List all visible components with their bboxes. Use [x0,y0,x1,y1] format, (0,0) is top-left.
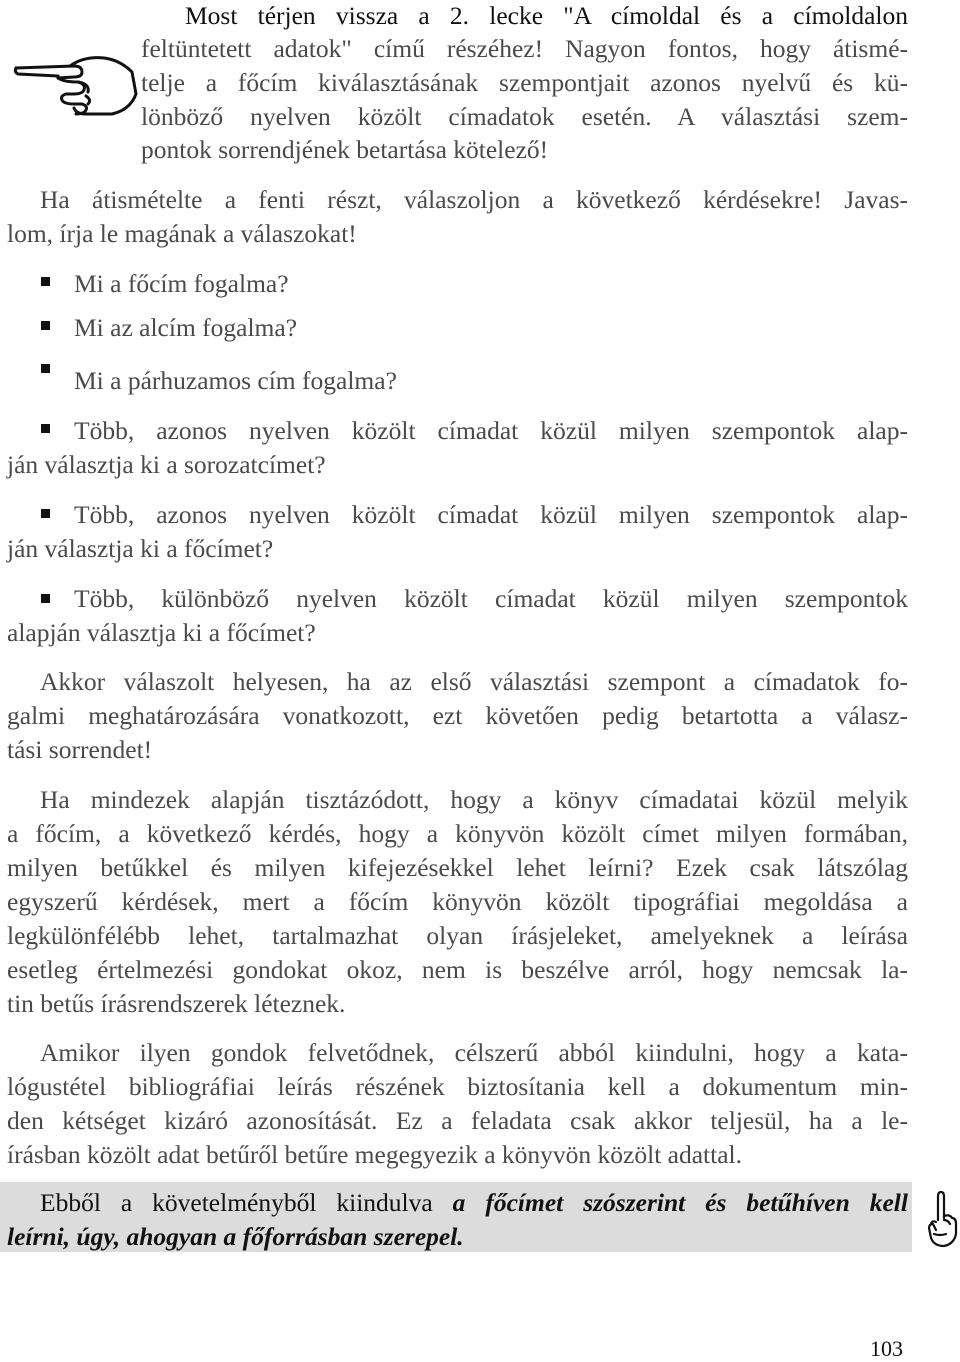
highlight-emphasis: a főcímet szószerint és betűhíven kell [452,1188,908,1217]
body-line: Ha mindezek alapján tisztázódott, hogy a könyv címadatai közül melyik [40,785,908,814]
answer-line: tási sorrendet! [7,735,153,764]
question-item: Mi a párhuzamos cím fogalma? [74,366,397,395]
question-item-cont: ján választja ki a főcímet? [7,534,274,563]
bullet-square [41,277,50,286]
body-line: milyen betűkkel és milyen kifejezésekkel lehet leírni? Ezek csak látszólag [7,853,908,882]
answer-line: Akkor válaszolt helyesen, ha az első választási szempont a címadatok fo- [40,667,908,696]
body-line: esetleg értelmezési gondokat okoz, nem is beszélve arról, hogy nemcsak la- [7,955,908,984]
page-number: 103 [870,1336,903,1361]
questions-intro-line: lom, írja le magának a válaszokat! [7,219,357,248]
highlight-emphasis-line: leírni, úgy, ahogyan a főforrásban szerepel. [7,1222,464,1251]
body-line: egyszerű kérdések, mert a főcím könyvön közölt tipográfiai megoldása a [7,887,908,916]
body-line: den kétséget kizáró azonosítását. Ez a feladata csak akkor teljesül, ha a le- [7,1106,908,1135]
question-item: Több, különböző nyelven közölt címadat közül milyen szempontok [74,584,908,613]
intro-line: feltüntetett adatok" című részéhez! Nagyon fontos, hogy átismé- [141,34,908,63]
question-item-cont: ján választja ki a sorozatcímet? [7,450,326,479]
body-line: legkülönfélébb lehet, tartalmazhat olyan írásjeleket, amelyeknek a leírása [7,921,908,950]
raised-finger-hand-icon [926,1190,960,1248]
question-item-cont: alapján választja ki a főcímet? [7,618,316,647]
highlight-line [40,1187,908,1219]
body-line: tin betűs írásrendszerek léteznek. [7,989,346,1018]
body-line: írásban közölt adat betűről betűre megegyezik a könyvön közölt adattal. [7,1140,742,1169]
question-item: Több, azonos nyelven közölt címadat közül milyen szempontok alap- [74,500,908,529]
bullet-square [41,509,50,518]
questions-intro-line: Ha átismételte a fenti részt, válaszoljon a következő kérdésekre! Javas- [40,185,908,214]
bullet-square [41,364,50,373]
question-item: Több, azonos nyelven közölt címadat közül milyen szempontok alap- [74,416,908,445]
body-line: Amikor ilyen gondok felvetődnek, célszerű abból kiindulni, hogy a kata- [40,1038,908,1067]
bullet-square [41,321,50,330]
body-line: lógustétel bibliográfiai leírás részének biztosítania kell a dokumentum min- [7,1072,908,1101]
question-item: Mi a főcím fogalma? [74,269,289,298]
bullet-square [41,594,50,603]
highlight-plain: Ebből a követelményből kiindulva [40,1188,453,1217]
question-item: Mi az alcím fogalma? [74,313,298,342]
pointing-hand-icon [12,50,142,120]
intro-line: lönböző nyelven közölt címadatok esetén. A választási szem- [141,102,908,131]
bullet-square [41,424,50,433]
body-line: a főcím, a következő kérdés, hogy a könyvön közölt címet milyen formában, [7,819,908,848]
intro-line: pontok sorrendjének betartása kötelező! [141,135,549,164]
intro-line: telje a főcím kiválasztásának szempontjait azonos nyelvű és kü- [141,68,908,97]
intro-line: Most térjen vissza a 2. lecke "A címoldal és a címoldalon [185,1,908,30]
answer-line: galmi meghatározására vonatkozott, ezt követően pedig betartotta a válasz- [7,701,908,730]
